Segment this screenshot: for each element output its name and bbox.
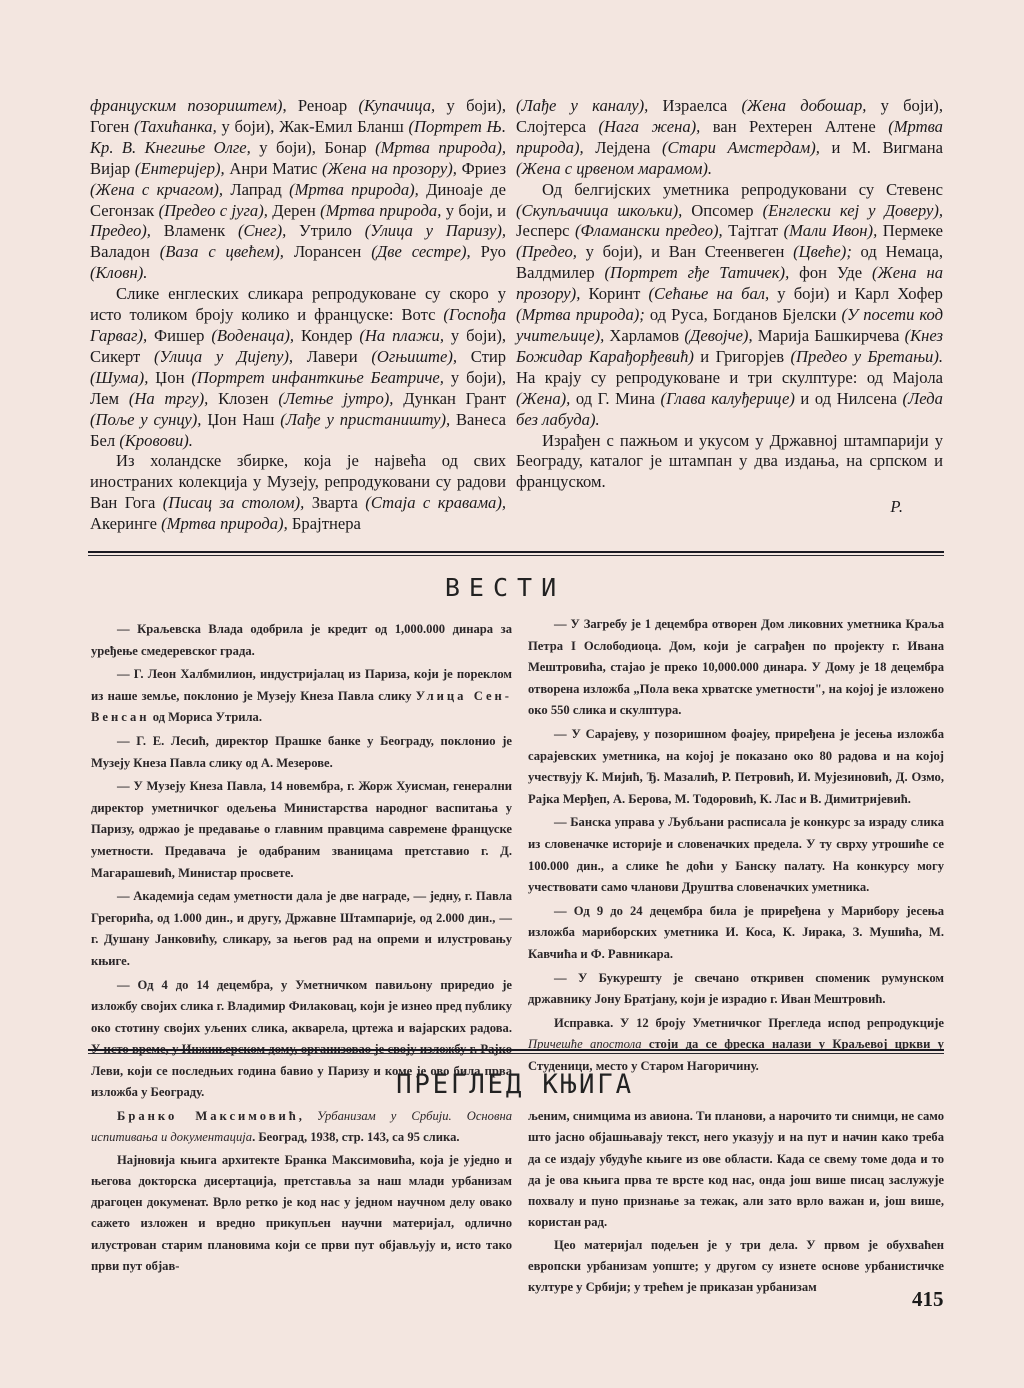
artwork-title: (На тргу), xyxy=(128,388,219,408)
artwork-title: (Портрет Њ. Кр. В. Кнегиње Олге, xyxy=(90,116,506,157)
artwork-title: (Предео, xyxy=(516,242,586,262)
catalog-article-right-column xyxy=(516,96,943,518)
section-divider-rule xyxy=(88,1049,944,1054)
correction-note xyxy=(528,1013,944,1078)
article-text: Џон Наш xyxy=(207,409,281,429)
article-text: На крају су репродуковане и три скулптуре: од Мајола xyxy=(516,367,943,387)
article-text: Руо xyxy=(480,242,506,262)
artwork-title: (Жена), xyxy=(516,388,576,408)
artwork-title: (Улица у Паризу), xyxy=(364,221,506,241)
article-text: у боји), Слојтерса xyxy=(516,96,943,136)
article-text: у боји) и Карл Хофер xyxy=(777,284,943,304)
article-text: Дерен xyxy=(272,200,321,220)
article-paragraph xyxy=(90,451,506,535)
artwork-title: (Предео у Бретањи). xyxy=(790,346,943,366)
page-number: 415 xyxy=(912,1287,944,1311)
article-paragraph xyxy=(516,96,943,180)
article-text: Коринт xyxy=(588,284,649,304)
article-text: у боји), и Ван Стеенвеген xyxy=(585,242,794,262)
artwork-title: (Жена с крчагом), xyxy=(90,179,231,199)
news-right-column xyxy=(528,614,944,1079)
artwork-title: (Улица у Дијепу), xyxy=(153,346,307,366)
artwork-title: (Воденаца), xyxy=(211,325,301,345)
news-item: — У Сарајеву, у позоришном фоајеу, приређена је јесења изложба сарајевских уметника, на којој је показано око 80 радова и на којој учествују К. Мијић, Ђ. Мазалић, Р. Петровић, И. Мујезиновић, Д. Озмо, Рајка Мерђеп, А. Берова, М. Тодоровић, К. Лас и В. Димитријевић. xyxy=(528,726,944,806)
news-item: — Од 4 до 14 децембра, у Уметничком павиљону приредио је изложбу својих слика г. Владимир Филаковац, који је изнео пред публику око стотину својих уљених слика, акварела, цртежа и вајарских радова. У исто време, у Инжињерском дому, организовао је своју изложбу г. Рајко Леви, који се последњих година бавио у Паризу и коме је ово била прва изложба у Београду. xyxy=(91,977,512,1100)
news-item: — Краљевска Влада одобрила је кредит од 1,000.000 динара за уређење смедеревског града. xyxy=(91,622,512,658)
news-item: — У Музеју Кнеза Павла, 14 новембра, г. Жорж Хуисман, генерални директор уметничког одељења Министарства народног васпитања у Паризу, одржао је предавање о главним правцима савремене француске уметности. Предавача је одабраним званицама претставио г. Д. Магарашевић, Министар просвете. xyxy=(91,779,512,880)
artwork-title: (Мртва природа, xyxy=(320,200,446,220)
artwork-title: (Снег), xyxy=(237,221,300,241)
article-paragraph xyxy=(516,180,943,431)
artwork-title: (У посети код учитељице), xyxy=(516,305,943,345)
article-text: Опсомер xyxy=(691,200,763,220)
article-paragraph xyxy=(516,431,943,494)
article-text: Зварта xyxy=(311,493,366,513)
article-text: Утрило xyxy=(299,221,365,241)
book-review-heading: ПРЕГЛЕД КЊИГА xyxy=(396,1069,634,1100)
artwork-title: (Жена на прозору), xyxy=(322,158,462,178)
artwork-title: (Цвеће); xyxy=(793,242,861,262)
news-item: — Г. Е. Лесић, директор Прашке банке у Београду, поклонио је Музеју Кнеза Павла слику од А. Мезерове. xyxy=(91,733,512,770)
artwork-title: (Мртва природа), xyxy=(161,514,292,534)
article-text: Фриез xyxy=(461,158,507,178)
news-item-text: од Мориса Утрила. xyxy=(149,710,262,725)
news-item: — Банска управа у Љубљани расписала је конкурс за израду слика из словеначке историје и словеначких предела. У ту сврху утрошиће се 100.000 дин., а слике ће доћи у Банску палату. На конкурсу могу учествовати само чланови Друштва словеначких уметника. xyxy=(528,815,944,895)
artwork-title: (Енглески кеј у Доверу), xyxy=(762,200,943,220)
article-text: од Г. Мина xyxy=(575,388,661,408)
artwork-title: (Ентеријер), xyxy=(134,158,230,178)
artwork-title: (Стари Амстердам), xyxy=(661,137,832,157)
artwork-title: (Лађе у каналу), xyxy=(516,96,663,115)
article-text: Акеринге xyxy=(90,514,162,534)
article-text: Харламов xyxy=(609,325,685,345)
artwork-title: (Мртва природа); xyxy=(516,305,650,325)
artwork-title: (Ваза с цвећем), xyxy=(159,242,294,262)
article-text: Вламенк xyxy=(163,221,238,241)
article-text: Лавери xyxy=(306,346,372,366)
article-text: у боји), Гоген xyxy=(90,96,506,136)
article-text: од Руса, Богданов Бјелски xyxy=(649,305,842,325)
article-text: Брајтнера xyxy=(291,514,361,534)
book-title: Урбанизам у Србији. Основна испитивања и документација xyxy=(91,1109,512,1145)
artwork-title: (Фламански предео), xyxy=(575,221,729,241)
article-text: у боји), Бонар xyxy=(259,137,376,157)
article-text: , Реноар xyxy=(282,96,359,115)
artwork-title: (Тахићанка, xyxy=(134,116,222,136)
artwork-title: (Портрет гђе Татичек), xyxy=(604,263,800,283)
article-paragraph xyxy=(90,284,506,451)
article-text: Анри Матис xyxy=(229,158,323,178)
correction-text: У 12 броју Уметничког Прегледа испод репродукције xyxy=(613,1015,944,1030)
artwork-title: (Мртва природа), xyxy=(289,179,427,199)
article-text: у боји), Жак-Емил Бланш xyxy=(221,116,409,136)
artwork-title: (Кнез Божидар Карађорђевић) xyxy=(516,325,943,366)
artwork-title: (Мртва природа), xyxy=(375,137,507,157)
section-divider-rule xyxy=(88,551,944,556)
article-text: Валадон xyxy=(90,242,160,262)
artwork-title: (Поље у сунцу), xyxy=(90,409,208,429)
artwork-title: (Нага жена), xyxy=(598,116,713,136)
artwork-title: (Кловн). xyxy=(90,263,148,283)
article-text: Фишер xyxy=(154,325,212,345)
article-text: у боји, и xyxy=(445,200,507,220)
article-text: Марија Башкирчева xyxy=(757,325,905,345)
artwork-title: (Две сестре), xyxy=(371,242,481,262)
news-item: — Од 9 до 24 децембра била је приређена у Марибору јесења изложба мариборских уметника И. Коса, К. Јирака, З. Мушића, М. Кавчића и Ф. Равникара. xyxy=(528,903,944,961)
article-text: и М. Вигмана xyxy=(831,137,943,157)
article-text: Из холандске збирке, која је највећа од свих иностраних колекција у Музеју, репродуковани су радови Ван Гога xyxy=(90,451,506,513)
article-text: Стир xyxy=(470,346,506,366)
article-text: Слике енглеских сликара репродуковане су скоро у исто толиком броју колико и француске: Вотс xyxy=(90,284,506,325)
article-text: Лапрад xyxy=(230,179,290,199)
artwork-title: (Писац за столом), xyxy=(162,493,312,513)
article-text: ван Рехтерен Алтене xyxy=(712,116,889,136)
article-text: Џон xyxy=(155,367,192,387)
article-text: Диноаје де Сегонзак xyxy=(90,179,506,220)
artwork-title: (Портрет инфанткиње Беатриче, xyxy=(191,367,451,387)
news-item: — У Букурешту је свечано откривен споменик румунском државнику Јону Братјану, који је израдио г. Иван Мештровић. xyxy=(528,970,944,1007)
fresco-title: Причешће апостола xyxy=(528,1037,642,1052)
article-text: Лејдена xyxy=(595,137,662,157)
artwork-title: (Госпођа Гарваг), xyxy=(90,305,506,345)
artwork-title: (Жена с црвеном марамом). xyxy=(516,158,713,178)
review-paragraph: љеним, снимцима из авиона. Ти планови, а нарочито ти снимци, не само што јасно објашњавају текст, него указују и на пут и начин како треба да се издају убудуће књиге из ове области. Када се свему томе дода и то да је ова књига прва те врсте код нас, онда још више писац заслужује похвалу и пуно признање за тежак, али зато врло важан и, још више, користан рад. xyxy=(528,1109,944,1230)
artwork-title: (Сећање на бал, xyxy=(648,284,778,304)
artwork-title: (На плажи, xyxy=(359,325,451,345)
article-text: и од Нилсена xyxy=(800,388,903,408)
artwork-title: (Стаја с кравама), xyxy=(365,493,507,513)
correction-text: стоји да се фреска налази у Краљевој цркви у Студеници, место у Старом Нагоричину. xyxy=(528,1037,944,1073)
article-paragraph xyxy=(90,96,506,284)
article-text: Кондер xyxy=(300,325,360,345)
artwork-title: (Купачица, xyxy=(358,96,447,115)
article-text: од Немаца, Валдмилер xyxy=(516,242,943,283)
artwork-title: (Летње јутро), xyxy=(278,388,404,408)
artwork-title: (Огњиште), xyxy=(371,346,471,366)
article-text: у боји), Лем xyxy=(90,367,506,408)
catalog-article-left-column xyxy=(90,96,506,535)
article-text: Клозен xyxy=(218,388,279,408)
article-text: Ванеса Бел xyxy=(90,409,507,450)
artwork-title: (Шума), xyxy=(90,367,156,387)
author-signature: Р. xyxy=(890,497,903,517)
article-text: фон Уде xyxy=(799,263,872,283)
article-text: Од белгијских уметника репродуковани су Стевенс xyxy=(542,179,943,199)
review-paragraph: Најновија књига архитекте Бранка Максимовића, која је уједно и његова докторска дисертација, претставља за наш млади урбанизам драгоцен докуменат. Врло ретко је код нас у једном научном делу овако сажето изложен и вредно прикупљен научни материјал, одлично илустрован старим плановима који се први пут објављују и, исто тако први пут објав- xyxy=(91,1152,512,1274)
article-text: Лорансен xyxy=(293,242,372,262)
artwork-title: (Лађе у пристаништу), xyxy=(280,409,456,429)
book-details: . Београд, 1938, стр. 143, са 95 слика. xyxy=(252,1130,460,1145)
artwork-title: француским позориштем) xyxy=(90,96,283,115)
artwork-title: (Кровови). xyxy=(119,430,193,450)
news-item-text: — Г. Леон Халбмилион, индустријалац из Париза, који је пореклом из наше земље, поклонио је Музеју Кнеза Павла слику xyxy=(91,667,512,703)
painting-title: Улица Сен-Венсан xyxy=(91,688,512,725)
article-text: Израелса xyxy=(662,96,742,115)
book-author: Бранко Максимовић xyxy=(117,1109,299,1123)
artwork-title: (Девојче), xyxy=(684,325,758,345)
article-text: и Григорјев xyxy=(700,346,791,366)
news-item xyxy=(91,664,512,729)
article-text: Јесперс xyxy=(516,221,576,241)
artwork-title: (Жена добошар, xyxy=(741,96,881,115)
correction-label: Исправка. xyxy=(554,1015,614,1030)
article-text: Израђен с пажњом и укусом у Државној штампарији у Београду, каталог је штампан у два издања, на српском и француском. xyxy=(516,430,943,492)
article-text: у боји), Сикерт xyxy=(90,325,506,366)
artwork-title: (Жена на прозору), xyxy=(516,263,943,304)
news-section-heading: ВЕСТИ xyxy=(444,573,566,602)
article-text: Тајтгат xyxy=(728,221,784,241)
artwork-title: (Предео с југа), xyxy=(158,200,273,220)
news-item: — У Загребу је 1 децембра отворен Дом ликовних уметника Краља Петра I Ослободиоца. Дом, који је саграђен по пројекту г. Ивана Мештровића, стајао је преко 10,000.000 динара. У Дому је 18 децембра отворена изложба „Пола века хрватске уметности", на којој је изложено око 550 слика и скулптура. xyxy=(528,617,944,718)
artwork-title: (Глава калуђерице) xyxy=(660,388,801,408)
book-review-left-column xyxy=(91,1106,512,1278)
artwork-title: Предео), xyxy=(90,221,164,241)
review-paragraph: Цео материјал подељен је у три дела. У првом је обухваћен европски урбанизам уопште; у другом су изнете основе урбанистичке културе у Србији; у трећем је приказан урбанизам xyxy=(528,1237,944,1295)
artwork-title: (Мали Ивон), xyxy=(783,221,883,241)
artwork-title: (Леда без лабуда). xyxy=(516,388,943,429)
book-review-right-column xyxy=(528,1106,944,1300)
article-text: Дункан Грант xyxy=(403,388,506,408)
news-left-column xyxy=(91,619,512,1106)
news-item: — Академија седам уметности дала је две награде, — једну, г. Павла Грегорића, од 1.000 дин., и другу, Државне Штампарије, од 2.000 дин., — г. Душану Јанковићу, сликару, за његов рад на опреми и илустровању књиге. xyxy=(91,889,512,968)
book-citation: Бранко Максимовић, Урбанизам у Србији. Основна испитивања и документација. Београд, 1938, стр. 143, са 95 слика. xyxy=(91,1109,512,1145)
article-text: Вијар xyxy=(90,158,135,178)
artwork-title: (Мртва природа), xyxy=(516,116,943,157)
article-text: Пермеке xyxy=(882,221,943,241)
artwork-title: (Скупљачица шкољки), xyxy=(516,200,692,220)
